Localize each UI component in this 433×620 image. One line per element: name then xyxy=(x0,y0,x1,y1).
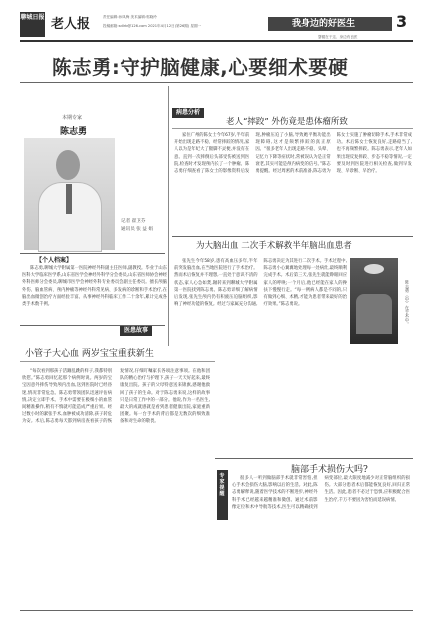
profile-label: 【个人档案】 xyxy=(36,257,73,264)
section1-text: 家住广州的陈女士今年67岁,半年前开始出现走路不稳、经常摔跤的情况,家人以为是年纪大了腿脚不灵便,并没有在意。直到一次摔倒后头部受伤被送到医院,检查时才发现颅内长了一个肿瘤。陈志勇仔细查看了陈女士的影像资料后发现,肿瘤压迫了小脑,导致她平衡功能出现障碍,这才是频繁摔跤的真正原因。“很多老年人出现走路不稳、头晕、记忆力下降等症状时,常被误认为是正常衰老,其实可能是颅内病变的信号。”陈志勇提醒。经过周密的术前准备,陈志勇为陈女士实施了肿瘤切除手术,手术非常成功。术后陈女士恢复良好,走路稳当了,也不再频繁摔跤。陈志勇表示,老年人如果出现反复摔跤、步态不稳等情况,一定要及时到医院进行相关检查,做到早发现、早诊断、早治疗。 xyxy=(174,133,412,175)
surgery-photo-caption: 陈志勇（中）在手术中。 xyxy=(405,280,410,327)
section2-title: 为大脑出血 二次手术解救半年脑出血患者 xyxy=(196,241,352,251)
section1-tag: 病患分析 xyxy=(172,108,204,118)
profile-text: 陈志勇,聊城大学附属第一医院神经外科副主任医师,副教授。毕业于山东医科大学临床医学系,山东省医学会神经外科学分会委员,山东省医师协会神经外科医师分会委员,聊城市医学会神经外科专业委员会副主任委员。擅长颅脑外伤、脑血管病、颅内肿瘤等神经外科常见病、多发病的诊断和手术治疗,在脑出血微创治疗方面经验丰富。从事神经外科临床工作二十余年,累计完成各类手术数千例。 xyxy=(22,266,167,308)
reporter-credit: 记者 翟卫芬 通讯员 张 益 娟 xyxy=(121,219,153,232)
section2-text: 张先生今年58岁,患有高血压多年,半年前突发脑出血,在当地医院进行了手术治疗。然而术后恢复并不理想,一直处于意识不清的状态,家人心急如焚,辗转来到聊城大学附属第一医院找到陈志勇。陈志勇详细了解病情后发现,张先生颅内仍有积液压迫脑组织,影响了神经功能的恢复。经过与家属充分沟通,陈志勇决定为其进行二次手术。手术过程中,陈志勇小心翼翼地处理每一处病灶,最终顺利完成手术。术后第三天,张先生就能睁眼回应家人的呼唤;一个月后,他已经能在家人的搀扶下慢慢行走。“每一例病人都是不同的,只有做到心细、术精,才能为患者带来最好的治疗效果。”陈志勇说。 xyxy=(174,259,347,308)
section1-rule xyxy=(172,128,413,129)
headline: 陈志勇:守护脑健康,心要细术要硬 xyxy=(52,56,349,79)
story-tag: 医患故事 xyxy=(120,326,152,336)
story-text: “每次看到那孩子活蹦乱跳的样子,我都特别欣慰。”陈志勇回忆起那个病例时说。两岁的宝宝因意外摔伤导致颅内出血,送到医院时已经昏迷,情况非常危急。陈志勇带领团队迅速评估病情,决定立即手术。手术中需要在极细小的血管间精准操作,稍有不慎就可能造成严重后果。经过数小时的紧张手术,血肿被成功清除,孩子转危为安。术后,陈志勇每天都到病房查看孩子的恢复情况,仔细叮嘱家长各项注意事项。在他和团队的精心治疗与护理下,孩子一天天好起来,最终康复出院。孩子的父母特意送来锦旗,感谢他救回了孩子的生命。对于陈志勇来说,这样的故事只是日常工作中的一部分。他说,作为一名医生,最大的成就感就是看到患者健康出院,家庭重新团聚。每一台手术的背后都是无数次的细致准备和对生命的敬畏。 xyxy=(22,369,210,425)
surgery-photo xyxy=(350,258,398,344)
section2-top-rule xyxy=(172,236,413,237)
expert-label: 本期专家 xyxy=(62,115,83,121)
column-divider xyxy=(168,86,169,346)
headline-rule xyxy=(20,82,413,83)
section1-title: 老人“摔跤” 外伤竟是患体瘤所致 xyxy=(226,117,348,127)
profile-rule xyxy=(20,253,165,254)
column-title-bar xyxy=(268,17,392,31)
logo-text: 聊城日报 xyxy=(20,14,45,21)
tip-tag-label: 专家提醒 xyxy=(219,473,225,497)
story-title-rule xyxy=(20,361,215,362)
portrait-head xyxy=(56,150,80,180)
tip-text: 很多人一听到做脑部手术就非常害怕,担心手术会损伤大脑,影响以后的生活。对此,陈志勇解释说,随着医学技术的不断进步,神经外科手术已经越来越精准和微创。通过术前影像定位和术中导航等技术,医生可以精确找到病变部位,最大限度地减少对正常脑组织的损伤。大部分患者术后都能恢复良好,回归正常生活。因此,患者不必过于恐惧,应积极配合医生治疗,千万不要因为害怕而延误病情。 xyxy=(232,476,410,510)
tip-top-rule xyxy=(215,458,413,459)
tagline: 婴健在于这、身边有良医 xyxy=(318,35,358,39)
surgery-light xyxy=(364,264,384,274)
masthead-logo xyxy=(20,12,45,37)
page-number: 3 xyxy=(396,12,408,31)
column-title: 我身边的好医生 xyxy=(292,19,356,29)
header-rule xyxy=(20,40,413,42)
doctor-name: 陈志勇 xyxy=(60,127,88,137)
bottom-rule xyxy=(20,610,413,611)
portrait-tie xyxy=(66,184,72,214)
surgery-staff xyxy=(356,294,392,334)
section-name: 老人报 xyxy=(51,17,91,32)
doctor-portrait xyxy=(24,138,115,250)
tip-title: 脑部手术损伤大吗? xyxy=(291,465,368,475)
tip-tag xyxy=(217,470,228,520)
contact-line: 投稿邮箱:sdlrb@126.com 2021年4月12日(第26期) 星期一 xyxy=(103,24,202,28)
credits: 责任编辑:孙凤梅 美术编辑:郭晓玲 xyxy=(103,15,157,19)
story-title: 小管子大心血 两岁宝宝重获新生 xyxy=(25,349,154,359)
